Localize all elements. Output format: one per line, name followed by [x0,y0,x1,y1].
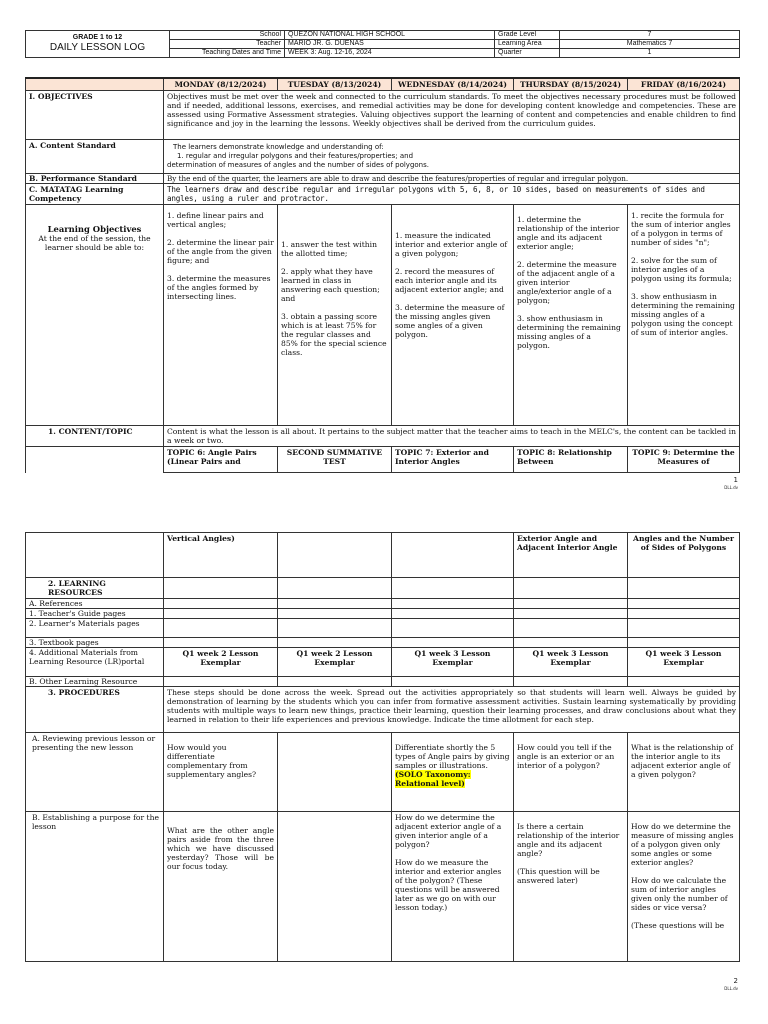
quarter-label: Quarter [495,49,560,58]
objective-item: 1. determine the relationship of the interior angle and its adjacent exterior angle; [517,215,620,251]
purpose-wednesday [392,812,514,962]
lesson-table-page-1 [25,77,740,473]
cell [514,609,628,619]
day-header-friday: FRIDAY (8/16/2024) [628,78,740,91]
dates-value: WEEK 3: Aug. 12-16, 2024 [285,49,495,58]
purpose-item: How do we calculate the sum of interior angles given only the number of sides or vice versa? [631,876,728,912]
purpose-friday [628,812,740,962]
topic-wednesday-cont [392,533,514,578]
competency-text: The learners draw and describe regular and irregular polygons with 5, 6, 8, or 10 sides, based on measurements of sides and angles, using a ruler and protractor. [164,184,740,205]
quarter-value: 1 [560,49,740,58]
header-title-cell [26,31,170,58]
cell [628,599,740,609]
cell [392,599,514,609]
school-value: QUEZON NATIONAL HIGH SCHOOL [285,31,495,40]
objective-item: 1. answer the test within the allotted time; [281,240,377,258]
cell [514,578,628,599]
footer-mark: DLL.dv [724,986,738,991]
topic-friday: TOPIC 9: Determine the Measures of [628,447,740,473]
reviewing-tuesday [278,733,392,812]
topic-continued-blank [26,533,164,578]
objective-item: 3. show enthusiasm in determining the remaining missing angles of a polygon. [517,314,621,350]
page-number: 1 [733,476,738,484]
resource-wednesday: Q1 week 3 Lesson Exemplar [392,648,514,677]
content-standard-text [164,140,740,174]
cell [628,609,740,619]
additional-materials-label: 4. Additional Materials from Learning Resource (LR)portal [26,648,164,677]
resource-thursday: Q1 week 3 Lesson Exemplar [514,648,628,677]
purpose-item: How do we measure the interior and exterior angles of the polygon? (These questions will be answered later as we go on with our lesson today.) [395,858,502,912]
learning-resources-label: 2. LEARNING RESOURCES [26,578,164,599]
reviewing-label: A. Reviewing previous lesson or presenting the new lesson [26,733,164,812]
objectives-label: I. OBJECTIVES [26,91,164,140]
learning-objectives-sub: At the end of the session, the learner should be able to: [38,234,151,252]
teacher-value: MARIO JR. G. DUEÑAS [285,40,495,49]
content-topic-blank [26,447,164,473]
objectives-tuesday [278,205,392,426]
objective-item: 3. determine the measure of the missing angles given some angles of a given polygon. [395,303,505,339]
cell [392,578,514,599]
cell [164,638,278,648]
objectives-text: Objectives must be met over the week and connected to the curriculum standards. To meet the objectives necessary procedures must be followed and if needed, additional lessons, exercises, and remedial activities may be done for developing content knowledge and competencies. These are assessed using Formative Assessment strategies. Valuing objectives support the learning of content and competencies and enable children to find significance and joy in the learning the lessons. Weekly objectives shall be derived from the curriculum guides. [164,91,740,140]
cell [628,578,740,599]
topic-monday-cont: Vertical Angles) [164,533,278,578]
reviewing-thursday: How could you tell if the angle is an exterior or an interior of a polygon? [514,733,628,812]
objective-item: 1. define linear pairs and vertical angles; [167,211,264,229]
day-header-wednesday: WEDNESDAY (8/14/2024) [392,78,514,91]
learners-materials-label: 2. Learner's Materials pages [26,619,164,638]
cell [392,638,514,648]
purpose-item: (These questions will be [631,921,725,930]
reviewing-monday: How would you differentiate complementary from supplementary angles? [164,733,278,812]
content-topic-label: 1. CONTENT/TOPIC [26,426,164,447]
objectives-monday [164,205,278,426]
cell [278,677,392,687]
objectives-friday [628,205,740,426]
header-table [25,30,740,58]
dll-title: DAILY LESSON LOG [49,42,146,53]
resource-friday: Q1 week 3 Lesson Exemplar [628,648,740,677]
objective-item: 1. recite the formula for the sum of interior angles of a polygon in terms of number of sides "n"; [631,211,731,247]
cell [392,619,514,638]
day-header-monday: MONDAY (8/12/2024) [164,78,278,91]
purpose-item: How do we determine the measure of missing angles of a polygon given only some angles or some exterior angles? [631,822,734,867]
learning-objectives-label-cell [26,205,164,426]
objective-item: 2. solve for the sum of interior angles of a polygon using its formula; [631,256,732,283]
topic-monday: TOPIC 6: Angle Pairs (Linear Pairs and [164,447,278,473]
footer-mark: DLL.dv [724,485,738,490]
cell [392,609,514,619]
procedures-label: 3. PROCEDURES [26,687,164,733]
purpose-tuesday [278,812,392,962]
topic-thursday-cont: Exterior Angle and Adjacent Interior Angle [514,533,628,578]
objective-item: 2. record the measures of each interior angle and its adjacent exterior angle; and [395,267,504,294]
purpose-item: (This question will be answered later) [517,867,600,885]
other-resource-label: B. Other Learning Resource [26,677,164,687]
day-header-tuesday: TUESDAY (8/13/2024) [278,78,392,91]
procedures-text: These steps should be done across the week. Spread out the activities appropriately so that students will learn well. Always be guided by demonstration of learning by the students which you can infer from formative assessment activities. Sustain learning systematically by providing students with multiple ways to learn new things, practice their learning, question their learning processes, and draw conclusions about what they learned in relation to their life experiences and previous knowledge. Indicate the time allotment for each step. [164,687,740,733]
cell [514,677,628,687]
day-header-blank [26,78,164,91]
cell [514,619,628,638]
purpose-item: Is there a certain relationship of the interior angle and its adjacent angle? [517,822,620,858]
purpose-item: How do we determine the adjacent exterior angle of a given interior angle of a polygon? [395,813,502,849]
day-header-thursday: THURSDAY (8/15/2024) [514,78,628,91]
cell [392,677,514,687]
content-standard-label: A. Content Standard [26,140,164,174]
references-label: A. References [26,599,164,609]
objective-item: 2. determine the measure of the adjacent angle of a given interior angle/exterior angle of a polygon; [517,260,617,305]
objective-item: 3. obtain a passing score which is at least 75% for the regular classes and 85% for the special science class. [281,312,387,357]
grade-level-label: Grade Level [495,31,560,40]
page-2 [0,512,768,1024]
objective-item: 2. determine the linear pair of the angle from the given figure; and [167,238,274,265]
reviewing-friday: What is the relationship of the interior angle to its adjacent exterior angle of a given polygon? [628,733,740,812]
dates-label: Teaching Dates and Time [170,49,285,58]
topic-wednesday: TOPIC 7: Exterior and Interior Angles [392,447,514,473]
teacher-label: Teacher [170,40,285,49]
textbook-label: 3. Textbook pages [26,638,164,648]
cell [278,638,392,648]
topic-thursday: TOPIC 8: Relationship Between [514,447,628,473]
purpose-monday: What are the other angle pairs aside from the three which we have discussed yesterday? Those will be our focus today. [164,812,278,962]
learning-area-value: Mathematics 7 [560,40,740,49]
cell [164,677,278,687]
topic-tuesday-cont [278,533,392,578]
lesson-table-page-2 [25,532,740,962]
content-standard-line-1: The learners demonstrate knowledge and understanding of: [173,143,384,151]
cell [628,677,740,687]
cell [278,578,392,599]
topic-friday-cont: Angles and the Number of Sides of Polygons [628,533,740,578]
page-number-block [724,477,738,491]
performance-standard-label: B. Performance Standard [26,174,164,184]
cell [514,638,628,648]
objective-item: 3. determine the measures of the angles formed by intersecting lines. [167,274,271,301]
cell [278,619,392,638]
performance-standard-text: By the end of the quarter, the learners are able to draw and describe the features/properties of regular and irregular polygon. [164,174,740,184]
page-number: 2 [733,977,738,985]
cell [628,619,740,638]
resource-monday: Q1 week 2 Lesson Exemplar [164,648,278,677]
content-standard-line-2: 1. regular and irregular polygons and their features/properties; and [177,152,414,160]
cell [164,578,278,599]
page-number-block-2 [724,978,738,992]
cell [164,609,278,619]
objectives-thursday [514,205,628,426]
objective-item: 2. apply what they have learned in class in answering each question; and [281,267,380,303]
learning-area-label: Learning Area [495,40,560,49]
content-topic-text: Content is what the lesson is all about. It pertains to the subject matter that the teacher aims to teach in the MELC's, the content can be tackled in a week or two. [164,426,740,447]
grade-level-value: 7 [560,31,740,40]
cell [164,599,278,609]
purpose-label: B. Establishing a purpose for the lesson [26,812,164,962]
objective-item: 3. show enthusiasm in determining the remaining missing angles of a polygon using the concept of sum of interior angles. [631,292,735,337]
objectives-wednesday [392,205,514,426]
reviewing-wednesday [392,733,514,812]
cell [278,599,392,609]
topic-tuesday: SECOND SUMMATIVE TEST [278,447,392,473]
teachers-guide-label: 1. Teacher's Guide pages [26,609,164,619]
cell [164,619,278,638]
purpose-thursday [514,812,628,962]
competency-label: C. MATATAG Learning Competency [26,184,164,205]
cell [628,638,740,648]
grade-label: GRADE 1 to 12 [72,34,123,41]
resource-tuesday: Q1 week 2 Lesson Exemplar [278,648,392,677]
objective-item: 1. measure the indicated interior and exterior angle of a given polygon; [395,231,508,258]
content-standard-line-3: determination of measures of angles and the number of sides of polygons. [167,161,429,169]
reviewing-wednesday-text: Differentiate shortly the 5 types of Angle pairs by giving samples or illustrations. [395,743,510,770]
cell [514,599,628,609]
learning-objectives-label: Learning Objectives [47,224,142,234]
cell [278,609,392,619]
school-label: School [170,31,285,40]
solo-taxonomy-highlight: (SOLO Taxonomy: Relational level) [395,770,471,788]
